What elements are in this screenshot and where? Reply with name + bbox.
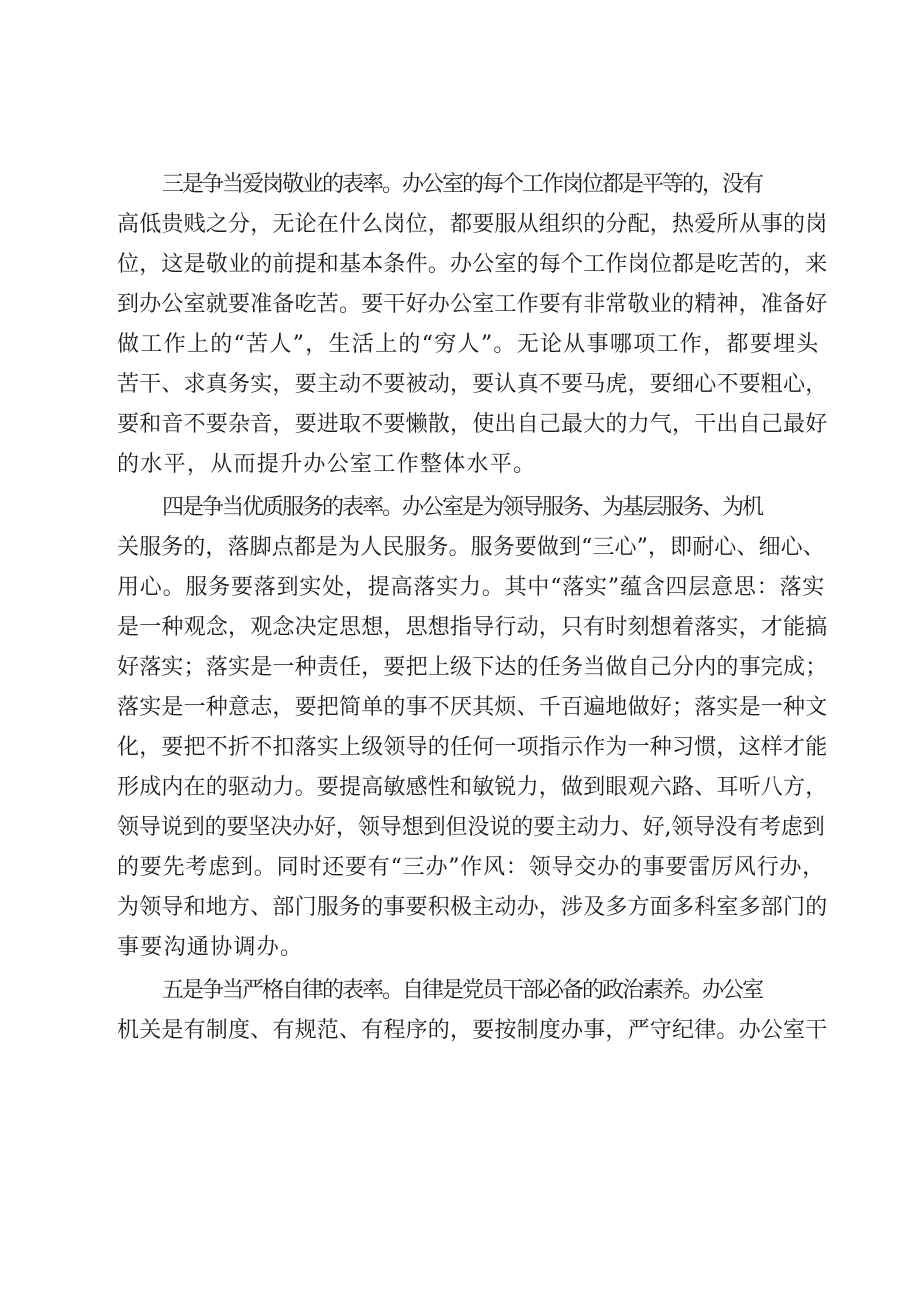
text-line: 四是争当优质服务的表率。办公室是为领导服务、为基层服务、为机 [162, 495, 763, 520]
text-line: 的水平，从而提升办公室工作整体水平。 [117, 452, 537, 477]
paragraph-3-dedication [117, 165, 828, 485]
paragraph-4-service [117, 488, 828, 968]
text-line: 为领导和地方、部门服务的事要积极主动办，涉及多方面多科室多部门的 [117, 895, 828, 920]
text-line: 是一种观念，观念决定思想，思想指导行动，只有时刻想着落实，才能搞 [117, 615, 828, 640]
text-line: 位，这是敬业的前提和基本条件。办公室的每个工作岗位都是吃苦的，来 [117, 252, 828, 277]
text-line: 机关是有制度、有规范、有程序的，要按制度办事，严守纪律。办公室干 [117, 1018, 828, 1043]
text-line: 用心。服务要落到实处，提高落实力。其中“落实”蕴含四层意思：落实 [117, 575, 826, 600]
text-line: 的要先考虑到。同时还要有“三办”作风：领导交办的事要雷厉风行办， [117, 855, 826, 880]
text-line: 化，要把不折不扣落实上级领导的任何一项指示作为一种习惯，这样才能 [117, 735, 828, 760]
text-line: 五是争当严格自律的表率。自律是党员干部必备的政治素养。办公室 [162, 978, 763, 1003]
text-line: 要和音不要杂音，要进取不要懒散，使出自己最大的力气，干出自己最好 [117, 412, 828, 437]
text-line: 形成内在的驱动力。要提高敏感性和敏锐力，做到眼观六路、耳听八方， [117, 775, 828, 800]
text-line: 落实是一种意志，要把简单的事不厌其烦、千百遍地做好；落实是一种文 [117, 695, 828, 720]
text-line: 高低贵贱之分，无论在什么岗位，都要服从组织的分配，热爱所从事的岗 [117, 212, 828, 237]
text-line: 三是争当爱岗敬业的表率。办公室的每个工作岗位都是平等的，没有 [162, 172, 763, 197]
text-line: 做工作上的“苦人”，生活上的“穷人”。无论从事哪项工作，都要埋头 [117, 332, 820, 357]
text-line: 关服务的，落脚点都是为人民服务。服务要做到“三心”，即耐心、细心、 [117, 535, 825, 560]
text-line: 到办公室就要准备吃苦。要干好办公室工作要有非常敬业的精神，准备好 [117, 292, 828, 317]
document-body [117, 165, 828, 1051]
text-line: 事要沟通协调办。 [117, 935, 304, 960]
text-line: 领导说到的要坚决办好，领导想到但没说的要主动力、好,领导没有考虑到 [117, 815, 825, 840]
text-line: 苦干、求真务实，要主动不要被动，要认真不要马虎，要细心不要粗心， [117, 372, 828, 397]
text-line: 好落实；落实是一种责任，要把上级下达的任务当做自己分内的事完成； [117, 655, 828, 680]
paragraph-5-self-discipline [117, 971, 828, 1051]
